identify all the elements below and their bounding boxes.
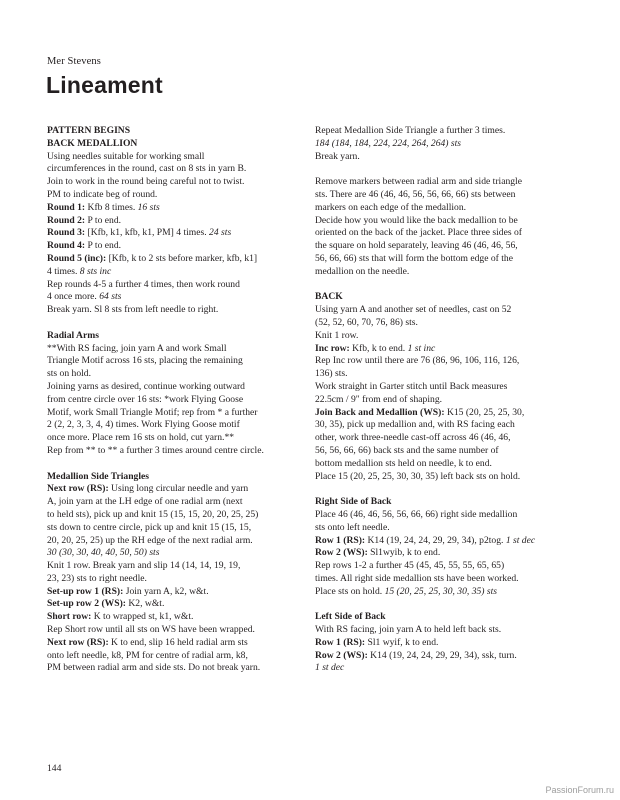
body-text: Place 15 (20, 25, 25, 30, 30, 35) left back sts on hold. bbox=[315, 470, 521, 482]
text-line bbox=[315, 407, 580, 420]
body-text: K to end, slip 16 held radial arm sts bbox=[108, 636, 248, 648]
body-text: K2, w&t. bbox=[125, 598, 165, 610]
body-text: Sl1 wyif, k to end. bbox=[365, 636, 439, 648]
body-text: 30, 35), pick up medallion and, with RS facing each bbox=[315, 419, 515, 431]
text-line bbox=[47, 343, 297, 356]
body-text: PM between radial arm and side sts. Do not break yarn. bbox=[47, 662, 261, 674]
body-text: the square on hold separately, leaving 46 (46, 46, 56, bbox=[315, 240, 518, 252]
body-text: 23, 23) sts to right needle. bbox=[47, 572, 147, 584]
text-line bbox=[47, 432, 297, 445]
body-text: once more. Place rem 16 sts on hold, cut yarn.** bbox=[47, 432, 235, 444]
body-text: from centre circle over 16 sts: *work Flying Goose bbox=[47, 393, 244, 405]
body-text: 20, 20, 25, 25) up the RH edge of the next radial arm. bbox=[47, 534, 253, 546]
bold-text: Medallion Side Triangles bbox=[47, 470, 149, 482]
text-line bbox=[315, 151, 580, 164]
body-text: With RS facing, join yarn A to held left back sts. bbox=[315, 624, 502, 636]
text-line bbox=[315, 445, 580, 458]
body-text: other, work three-needle cast-off across 46 (46, 46, bbox=[315, 432, 511, 444]
body-text: markers on each edge of the medallion. bbox=[315, 201, 467, 213]
body-text: P to end. bbox=[85, 214, 122, 226]
body-text: K15 (20, 25, 25, 30, bbox=[444, 406, 525, 418]
bold-text: Left Side of Back bbox=[315, 611, 386, 623]
body-text: Triangle Motif across 16 sts, placing the remaining bbox=[47, 355, 243, 367]
text-line bbox=[315, 138, 580, 151]
paragraph-gap bbox=[315, 598, 580, 611]
bold-text: Row 1 (RS): bbox=[315, 534, 366, 546]
bold-text: Row 2 (WS): bbox=[315, 547, 368, 559]
text-line bbox=[47, 279, 297, 292]
text-line bbox=[315, 662, 580, 675]
text-line bbox=[47, 138, 297, 151]
body-text: bottom medallion sts held on needle, k to end. bbox=[315, 457, 492, 469]
text-line bbox=[47, 253, 297, 266]
text-line bbox=[315, 458, 580, 471]
italic-text: 1 st dec bbox=[505, 534, 536, 546]
text-line bbox=[315, 573, 580, 586]
text-line bbox=[47, 163, 297, 176]
bold-text: Inc row: bbox=[315, 342, 350, 354]
text-line bbox=[47, 151, 297, 164]
body-text: 4 once more. bbox=[47, 291, 100, 303]
text-line bbox=[315, 266, 580, 279]
text-line bbox=[47, 381, 297, 394]
body-text: K to wrapped st, k1, w&t. bbox=[91, 611, 194, 623]
text-line bbox=[315, 624, 580, 637]
body-text: 22.5cm / 9" from end of shaping. bbox=[315, 393, 443, 405]
text-line bbox=[315, 381, 580, 394]
text-line bbox=[315, 227, 580, 240]
body-text: times. All right side medallion sts have been worked. bbox=[315, 572, 519, 584]
body-text: Break yarn. Sl 8 sts from left needle to right. bbox=[47, 304, 219, 316]
bold-text: Radial Arms bbox=[47, 329, 99, 341]
text-line bbox=[315, 355, 580, 368]
text-line bbox=[47, 291, 297, 304]
text-line bbox=[315, 496, 580, 509]
paragraph-gap bbox=[47, 458, 297, 471]
bold-text: Join Back and Medallion (WS): bbox=[315, 406, 445, 418]
body-text: Work straight in Garter stitch until Back measures bbox=[315, 380, 508, 392]
text-line bbox=[315, 419, 580, 432]
body-text: Knit 1 row. Break yarn and slip 14 (14, 14, 19, 19, bbox=[47, 560, 241, 572]
body-text: Repeat Medallion Side Triangle a further 3 times. bbox=[315, 125, 506, 136]
italic-text: 1 st dec bbox=[315, 662, 345, 674]
text-line bbox=[47, 125, 297, 138]
bold-text: Next row (RS): bbox=[47, 483, 109, 495]
text-line bbox=[315, 547, 580, 560]
paragraph-gap bbox=[315, 279, 580, 292]
body-text: Joining yarns as desired, continue working outward bbox=[47, 380, 245, 392]
body-text: Rep from ** to ** a further 3 times around centre circle. bbox=[47, 444, 264, 456]
body-text: Kfb, k to end. bbox=[349, 342, 408, 354]
body-text: Knit 1 row. bbox=[315, 329, 359, 341]
text-line bbox=[47, 522, 297, 535]
italic-text: 24 sts bbox=[209, 227, 232, 239]
body-text: oriented on the back of the jacket. Place three sides of bbox=[315, 227, 522, 239]
text-line bbox=[315, 586, 580, 599]
text-line bbox=[47, 586, 297, 599]
text-line bbox=[47, 368, 297, 381]
italic-text: 8 sts inc bbox=[79, 265, 112, 277]
bold-text: BACK MEDALLION bbox=[47, 137, 138, 149]
text-line bbox=[315, 432, 580, 445]
text-line bbox=[315, 253, 580, 266]
bold-text: Next row (RS): bbox=[47, 636, 109, 648]
watermark[interactable]: PassionForum.ru bbox=[545, 785, 614, 795]
body-text: sts on hold. bbox=[47, 368, 91, 380]
body-text: Rep rounds 4-5 a further 4 times, then work round bbox=[47, 278, 240, 290]
text-line bbox=[315, 291, 580, 304]
text-line bbox=[47, 227, 297, 240]
text-line bbox=[47, 483, 297, 496]
text-line bbox=[47, 535, 297, 548]
body-text: K14 (19, 24, 24, 29, 29, 34), p2tog. bbox=[365, 534, 506, 546]
bold-text: Row 2 (WS): bbox=[315, 649, 368, 661]
italic-text: 184 (184, 184, 224, 224, 264, 264) sts bbox=[315, 137, 462, 149]
body-text: P to end. bbox=[85, 240, 122, 252]
italic-text: 16 sts bbox=[137, 201, 160, 213]
body-text: **With RS facing, join yarn A and work Small bbox=[47, 342, 227, 354]
text-line bbox=[315, 330, 580, 343]
text-line bbox=[47, 445, 297, 458]
text-line bbox=[47, 330, 297, 343]
text-line bbox=[315, 202, 580, 215]
body-text: Sl1wyib, k to end. bbox=[367, 547, 441, 559]
text-line bbox=[47, 240, 297, 253]
text-line bbox=[315, 650, 580, 663]
text-line bbox=[315, 471, 580, 484]
text-line bbox=[315, 317, 580, 330]
bold-text: Set-up row 2 (WS): bbox=[47, 598, 126, 610]
text-line bbox=[47, 650, 297, 663]
text-line bbox=[315, 522, 580, 535]
text-line bbox=[315, 611, 580, 624]
bold-text: Round 3: bbox=[47, 227, 86, 239]
bold-text: Short row: bbox=[47, 611, 92, 623]
text-line bbox=[315, 637, 580, 650]
bold-text: Round 5 (inc): bbox=[47, 252, 107, 264]
body-text: [Kfb, k to 2 sts before marker, kfb, k1] bbox=[106, 252, 258, 264]
text-line bbox=[47, 573, 297, 586]
italic-text: 1 st inc bbox=[407, 342, 436, 354]
text-line bbox=[47, 509, 297, 522]
body-text: PM to indicate beg of round. bbox=[47, 188, 158, 200]
text-line bbox=[47, 202, 297, 215]
bold-text: PATTERN BEGINS bbox=[47, 125, 131, 136]
text-line bbox=[47, 471, 297, 484]
page-number: 144 bbox=[47, 763, 62, 774]
body-text: 2 (2, 2, 3, 3, 4, 4) times. Work Flying Goose motif bbox=[47, 419, 240, 431]
text-line bbox=[47, 496, 297, 509]
bold-text: Set-up row 1 (RS): bbox=[47, 585, 124, 597]
body-text: Rep Short row until all sts on WS have been wrapped. bbox=[47, 624, 255, 636]
body-text: Place 46 (46, 46, 56, 56, 66, 66) right side medallion bbox=[315, 508, 518, 520]
body-text: Join yarn A, k2, w&t. bbox=[123, 585, 209, 597]
body-text: Motif, work Small Triangle Motif; rep from * a further bbox=[47, 406, 258, 418]
body-text: to held sts), pick up and knit 15 (15, 15, 20, 20, 25, 25) bbox=[47, 508, 259, 520]
text-line bbox=[47, 355, 297, 368]
body-text: sts down to centre circle, pick up and knit 15 (15, 15, bbox=[47, 521, 252, 533]
right-column bbox=[315, 125, 580, 675]
bold-text: BACK bbox=[315, 291, 343, 303]
paragraph-gap bbox=[315, 163, 580, 176]
text-line bbox=[47, 560, 297, 573]
body-text: 136) sts. bbox=[315, 368, 348, 380]
text-line bbox=[47, 662, 297, 675]
italic-text: 15 (20, 25, 25, 30, 30, 35) sts bbox=[384, 585, 498, 597]
body-text: medallion on the needle. bbox=[315, 265, 410, 277]
body-text: Using needles suitable for working small bbox=[47, 150, 205, 162]
body-text: Using long circular needle and yarn bbox=[108, 483, 249, 495]
text-line bbox=[47, 547, 297, 560]
text-line bbox=[47, 304, 297, 317]
text-line bbox=[315, 176, 580, 189]
body-text: circumferences in the round, cast on 8 sts in yarn B. bbox=[47, 163, 247, 175]
text-line bbox=[47, 394, 297, 407]
text-line bbox=[315, 125, 580, 138]
text-line bbox=[47, 624, 297, 637]
body-text: (52, 52, 60, 70, 76, 86) sts. bbox=[315, 316, 418, 328]
italic-text: 30 (30, 30, 40, 40, 50, 50) sts bbox=[47, 547, 160, 559]
body-text: Place sts on hold. bbox=[315, 585, 385, 597]
text-line bbox=[47, 176, 297, 189]
body-text: 56, 56, 66, 66) back sts and the same number of bbox=[315, 444, 499, 456]
body-text: Rep Inc row until there are 76 (86, 96, 106, 116, 126, bbox=[315, 355, 520, 367]
body-text: sts. There are 46 (46, 46, 56, 56, 66, 66) sts between bbox=[315, 188, 516, 200]
body-text: Join to work in the round being careful not to twist. bbox=[47, 176, 245, 188]
italic-text: 64 sts bbox=[99, 291, 122, 303]
bold-text: Row 1 (RS): bbox=[315, 636, 366, 648]
left-column bbox=[47, 125, 297, 675]
text-line bbox=[315, 189, 580, 202]
text-line bbox=[47, 637, 297, 650]
text-line bbox=[315, 304, 580, 317]
text-line bbox=[47, 611, 297, 624]
body-text: K14 (19, 24, 24, 29, 29, 34), ssk, turn. bbox=[367, 649, 517, 661]
text-line bbox=[315, 535, 580, 548]
body-text: Remove markers between radial arm and side triangle bbox=[315, 176, 522, 188]
bold-text: Round 1: bbox=[47, 201, 86, 213]
text-line bbox=[315, 560, 580, 573]
body-text: Decide how you would like the back medallion to be bbox=[315, 214, 518, 226]
pattern-title: Lineament bbox=[46, 72, 163, 98]
text-line bbox=[47, 598, 297, 611]
text-line bbox=[315, 215, 580, 228]
text-line bbox=[47, 407, 297, 420]
bold-text: Right Side of Back bbox=[315, 496, 392, 508]
paragraph-gap bbox=[47, 317, 297, 330]
text-line bbox=[47, 419, 297, 432]
body-text: Kfb 8 times. bbox=[85, 201, 138, 213]
bold-text: Round 2: bbox=[47, 214, 86, 226]
text-line bbox=[47, 215, 297, 228]
body-text: Break yarn. bbox=[315, 150, 360, 162]
body-text: [Kfb, k1, kfb, k1, PM] 4 times. bbox=[85, 227, 210, 239]
body-text: 4 times. bbox=[47, 265, 80, 277]
paragraph-gap bbox=[315, 483, 580, 496]
body-text: sts onto left needle. bbox=[315, 521, 390, 533]
text-line bbox=[315, 368, 580, 381]
bold-text: Round 4: bbox=[47, 240, 86, 252]
body-text: Using yarn A and another set of needles, cast on 52 bbox=[315, 304, 512, 316]
text-line bbox=[47, 189, 297, 202]
text-line bbox=[315, 509, 580, 522]
text-line bbox=[315, 240, 580, 253]
body-text: 56, 66, 66) sts that will form the bottom edge of the bbox=[315, 252, 513, 264]
body-text: A, join yarn at the LH edge of one radial arm (next bbox=[47, 496, 243, 508]
text-line bbox=[47, 266, 297, 279]
body-text: Rep rows 1-2 a further 45 (45, 45, 55, 55, 65, 65) bbox=[315, 560, 505, 572]
author-name: Mer Stevens bbox=[47, 56, 101, 67]
text-line bbox=[315, 343, 580, 356]
text-line bbox=[315, 394, 580, 407]
body-text: onto left needle, k8, PM for centre of radial arm, k8, bbox=[47, 649, 248, 661]
